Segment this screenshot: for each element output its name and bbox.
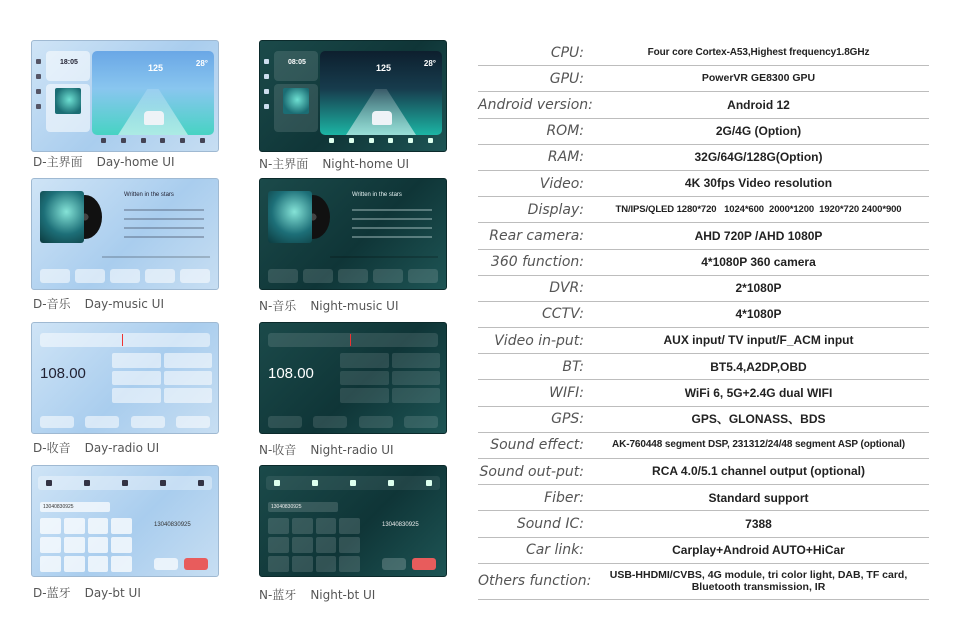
repeat-icon — [180, 269, 210, 283]
dial-keypad — [268, 518, 360, 572]
hangup-button — [184, 558, 208, 570]
tuning-needle — [122, 334, 123, 346]
spec-row-sound-ic: Sound IC: 7388 — [478, 511, 929, 537]
playback-controls — [40, 269, 210, 283]
pause-icon — [110, 269, 140, 283]
frequency-readout: 108.00 — [268, 365, 314, 382]
dial-keypad — [40, 518, 132, 572]
playlist-icon — [268, 269, 298, 283]
spec-row-wifi: WIFI: WiFi 6, 5G+2.4G dual WIFI — [478, 380, 929, 406]
lyrics-lines — [124, 209, 204, 245]
caller-number: 13040830925 — [382, 522, 419, 528]
home-sidebar — [32, 49, 44, 151]
next-icon — [145, 269, 175, 283]
spec-row-sound-effect: Sound effect: AK-760448 segment DSP, 231312/24/48 segment ASP (optional) — [478, 433, 929, 459]
day-radio-screenshot — [31, 322, 219, 434]
spec-row-ram: RAM: 32G/64G/128G(Option) — [478, 145, 929, 171]
next-icon — [373, 269, 403, 283]
temperature-readout: 28° — [423, 59, 436, 68]
album-art — [283, 88, 309, 114]
radio-controls — [268, 416, 438, 428]
caption-day-radio: D-收音 Day-radio UI — [33, 441, 160, 455]
search-icon — [40, 416, 74, 428]
equalizer-icon — [131, 416, 165, 428]
home-sidebar — [260, 49, 272, 151]
clock-widget — [274, 51, 318, 81]
dial-input: 13040830925 — [40, 502, 110, 512]
clock-time: 18:05 — [60, 59, 78, 66]
phone-icon — [312, 480, 318, 486]
radio-icon — [313, 416, 347, 428]
day-home-screenshot — [31, 40, 219, 152]
repeat-icon — [408, 269, 438, 283]
temperature-readout: 28° — [195, 59, 208, 68]
caller-number: 13040830925 — [154, 522, 191, 528]
music-widget — [274, 84, 318, 132]
night-home-screenshot — [259, 40, 447, 152]
preset-grid — [340, 353, 440, 403]
spec-row-gps: GPS: GPS、GLONASS、BDS — [478, 407, 929, 433]
clock-time: 08:05 — [288, 59, 306, 66]
prev-icon — [75, 269, 105, 283]
album-art — [55, 88, 81, 114]
spec-row-gpu: GPU: PowerVR GE8300 GPU — [478, 66, 929, 92]
contacts-icon — [350, 480, 356, 486]
progress-bar — [102, 256, 210, 258]
dialpad-icon — [46, 480, 52, 486]
caption-day-bt: D-蓝牙 Day-bt UI — [33, 586, 141, 600]
frequency-readout: 108.00 — [40, 365, 86, 382]
tuning-scale — [40, 333, 210, 347]
spec-row-bt: BT: BT5.4,A2DP,OBD — [478, 354, 929, 380]
day-music-screenshot — [31, 178, 219, 290]
prev-icon — [303, 269, 333, 283]
gear-icon — [176, 416, 210, 428]
driving-widget — [320, 51, 442, 135]
dial-input: 13040830925 — [268, 502, 338, 512]
spec-row-360: 360 function: 4*1080P 360 camera — [478, 250, 929, 276]
caption-day-home: D-主界面 Day-home UI — [33, 155, 175, 169]
tuning-needle — [350, 334, 351, 346]
spec-row-others: Others function: USB-HHDMI/CVBS, 4G module, tri color light, DAB, TF card, Bluetooth transmission, IR — [478, 564, 929, 600]
speed-readout: 125 — [376, 63, 392, 73]
radio-controls — [40, 416, 210, 428]
spec-row-display: Display: TN/IPS/QLED 1280*720 1024*600 2000*1200 1920*720 2400*900 — [478, 197, 929, 223]
spec-row-video-input: Video in-put: AUX input/ TV input/F_ACM input — [478, 328, 929, 354]
spec-row-cctv: CCTV: 4*1080P — [478, 302, 929, 328]
bt-tab-bar — [266, 476, 440, 490]
playlist-icon — [40, 269, 70, 283]
spec-row-rear-camera: Rear camera: AHD 720P /AHD 1080P — [478, 223, 929, 249]
bt-tab-bar — [38, 476, 212, 490]
caption-night-music: N-音乐 Night-music UI — [259, 299, 399, 313]
driving-widget — [92, 51, 214, 135]
caption-day-music: D-音乐 Day-music UI — [33, 297, 165, 311]
app-dock — [94, 133, 212, 147]
spec-table — [478, 40, 929, 600]
recent-icon — [160, 480, 166, 486]
speed-readout: 125 — [148, 63, 164, 73]
album-art — [40, 191, 84, 243]
spec-row-cpu: CPU: Four core Cortex-A53,Highest frequency1.8GHz — [478, 40, 929, 66]
night-bt-screenshot — [259, 465, 447, 577]
search-icon — [268, 416, 302, 428]
night-music-screenshot — [259, 178, 447, 290]
call-button — [382, 558, 406, 570]
spec-row-sound-output: Sound out-put: RCA 4.0/5.1 channel output (optional) — [478, 459, 929, 485]
call-button — [154, 558, 178, 570]
clock-widget — [46, 51, 90, 81]
playback-controls — [268, 269, 438, 283]
spec-row-fiber: Fiber: Standard support — [478, 485, 929, 511]
recent-icon — [388, 480, 394, 486]
gear-icon — [426, 480, 432, 486]
hangup-button — [412, 558, 436, 570]
song-title: Written in the stars — [352, 192, 402, 198]
equalizer-icon — [359, 416, 393, 428]
night-radio-screenshot — [259, 322, 447, 434]
dialpad-icon — [274, 480, 280, 486]
music-widget — [46, 84, 90, 132]
phone-icon — [84, 480, 90, 486]
album-art — [268, 191, 312, 243]
contacts-icon — [122, 480, 128, 486]
spec-row-rom: ROM: 2G/4G (Option) — [478, 119, 929, 145]
spec-row-car-link: Car link: Carplay+Android AUTO+HiCar — [478, 538, 929, 564]
tuning-scale — [268, 333, 438, 347]
progress-bar — [330, 256, 438, 258]
day-bt-screenshot — [31, 465, 219, 577]
spec-row-dvr: DVR: 2*1080P — [478, 276, 929, 302]
lyrics-lines — [352, 209, 432, 245]
car-icon — [372, 111, 392, 125]
spec-row-video: Video: 4K 30fps Video resolution — [478, 171, 929, 197]
app-dock — [322, 133, 440, 147]
spec-row-android: Android version: Android 12 — [478, 92, 929, 118]
caption-night-radio: N-收音 Night-radio UI — [259, 443, 394, 457]
song-title: Written in the stars — [124, 192, 174, 198]
caption-night-bt: N-蓝牙 Night-bt UI — [259, 588, 376, 602]
pause-icon — [338, 269, 368, 283]
car-icon — [144, 111, 164, 125]
gear-icon — [198, 480, 204, 486]
gear-icon — [404, 416, 438, 428]
caption-night-home: N-主界面 Night-home UI — [259, 157, 410, 171]
radio-icon — [85, 416, 119, 428]
preset-grid — [112, 353, 212, 403]
